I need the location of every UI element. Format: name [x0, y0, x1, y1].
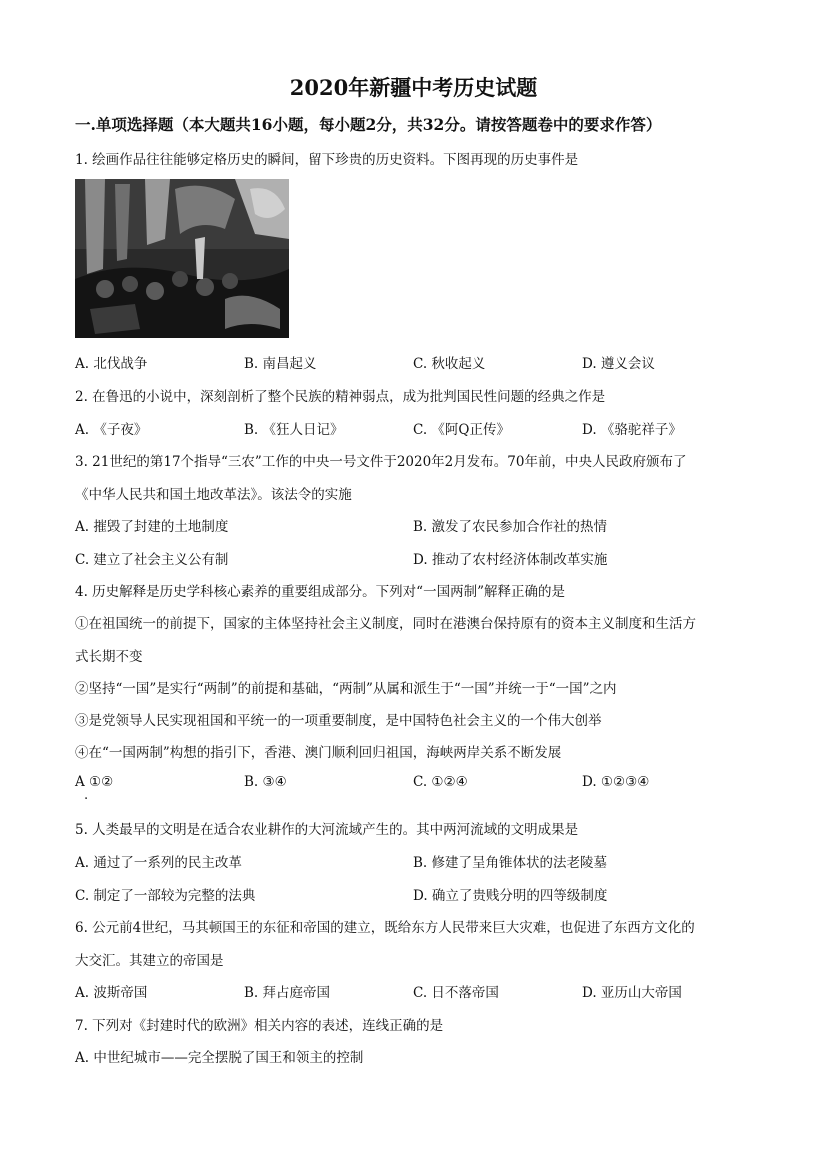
statement-1-line-1: ①在祖国统一的前提下，国家的主体坚持社会主义制度，同时在港澳台保持原有的资本主义制度和生活方: [75, 616, 696, 632]
option-c: C. ①②④: [413, 774, 468, 790]
question-2-stem: 2. 在鲁迅的小说中，深刻剖析了整个民族的精神弱点，成为批判国民性问题的经典之作是: [75, 389, 606, 405]
option-a: A. 中世纪城市——完全摆脱了国王和领主的控制: [75, 1050, 364, 1066]
option-b: B. 拜占庭帝国: [244, 985, 331, 1001]
question-4-stem: 4. 历史解释是历史学科核心素养的重要组成部分。下列对“一国两制”解释正确的是: [75, 584, 565, 600]
historical-painting-image: [75, 179, 289, 338]
stray-dot: .: [84, 788, 89, 803]
option-d: D. 遵义会议: [582, 356, 655, 372]
option-d: D. 确立了贵贱分明的四等级制度: [413, 888, 608, 904]
option-d: D. 《骆驼祥子》: [582, 422, 682, 438]
question-7-stem: 7. 下列对《封建时代的欧洲》相关内容的表述，连线正确的是: [75, 1018, 444, 1034]
statement-2: ②坚持“一国”是实行“两制”的前提和基础，“两制”从属和派生于“一国”并统一于“一国”之内: [75, 681, 617, 697]
statement-3: ③是党领导人民实现祖国和平统一的一项重要制度，是中国特色社会主义的一个伟大创举: [75, 713, 602, 729]
option-b: B. 南昌起义: [244, 356, 317, 372]
page-title: 2020年新疆中考历史试题: [289, 75, 538, 100]
option-a: A. 通过了一系列的民主改革: [75, 855, 242, 871]
option-a: A. 波斯帝国: [75, 985, 148, 1001]
option-a: A. 摧毁了封建的土地制度: [75, 519, 229, 535]
question-3-stem-line-1: 3. 21世纪的第17个指导“三农”工作的中央一号文件于2020年2月发布。70年前，中央人民政府颁布了: [75, 454, 687, 470]
question-6-stem-line-2: 大交汇。其建立的帝国是: [75, 953, 224, 969]
option-d: D. 推动了农村经济体制改革实施: [413, 552, 608, 568]
option-d: D. ①②③④: [582, 774, 650, 790]
option-b: B. 《狂人日记》: [244, 422, 344, 438]
option-c: C. 日不落帝国: [413, 985, 499, 1001]
question-3-stem-line-2: 《中华人民共和国土地改革法》。该法令的实施: [75, 487, 352, 503]
option-a: A ①②: [75, 774, 114, 790]
section-heading: 一.单项选择题（本大题共16小题，每小题2分，共32分。请按答题卷中的要求作答）: [75, 115, 662, 134]
statement-4: ④在“一国两制”构想的指引下，香港、澳门顺利回归祖国，海峡两岸关系不断发展: [75, 745, 562, 761]
option-b: B. 修建了呈角锥体状的法老陵墓: [413, 855, 608, 871]
option-a: A. 北伐战争: [75, 356, 148, 372]
option-c: C. 建立了社会主义公有制: [75, 552, 229, 568]
option-b: B. ③④: [244, 774, 287, 790]
option-b: B. 激发了农民参加合作社的热情: [413, 519, 608, 535]
option-d: D. 亚历山大帝国: [582, 985, 682, 1001]
option-c: C. 秋收起义: [413, 356, 486, 372]
question-5-stem: 5. 人类最早的文明是在适合农业耕作的大河流域产生的。其中两河流域的文明成果是: [75, 822, 579, 838]
option-c: C. 《阿Q正传》: [413, 422, 510, 438]
statement-1-line-2: 式长期不变: [75, 649, 143, 665]
option-a: A. 《子夜》: [75, 422, 148, 438]
option-c: C. 制定了一部较为完整的法典: [75, 888, 256, 904]
question-6-stem-line-1: 6. 公元前4世纪，马其顿国王的东征和帝国的建立，既给东方人民带来巨大灾难，也促进了东西方文化的: [75, 920, 695, 936]
question-1-stem: 1. 绘画作品往往能够定格历史的瞬间，留下珍贵的历史资料。下图再现的历史事件是: [75, 152, 579, 168]
